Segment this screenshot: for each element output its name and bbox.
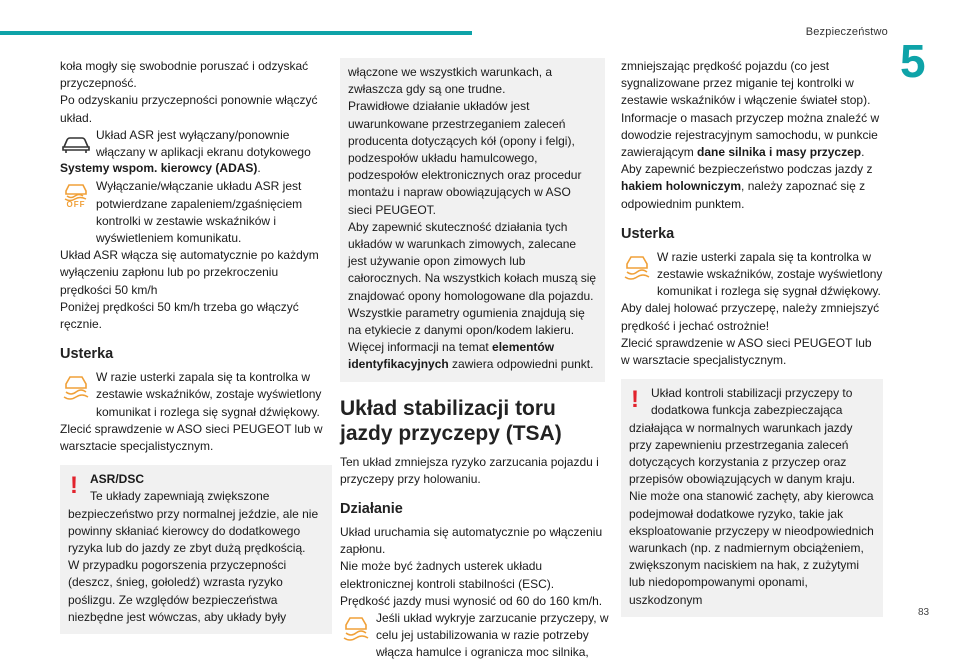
paragraph: Po odzyskaniu przyczepności ponownie włączyć układ. <box>60 93 318 125</box>
paragraph: Aby dalej holować przyczepę, należy zmniejszyć prędkość i jechać ostrożnie! <box>621 301 880 333</box>
paragraph: Prędkość jazdy musi wynosić od 60 do 160 km/h. <box>340 593 603 608</box>
warning-exclamation-icon: ! <box>70 472 78 500</box>
warning-exclamation-icon: ! <box>631 386 639 414</box>
chapter-number: 5 <box>900 35 926 87</box>
paragraph: Ten układ zmniejsza ryzyko zarzucania pojazdu i przyczepy przy holowaniu. <box>340 454 599 486</box>
continued-warning-box: włączone we wszystkich warunkach, a zwłaszcza gdy są one trudne. Prawidłowe działanie układów jest uwarunkowane przestrzeganiem zaleceń producenta dotyczących kół (opony i felgi), podzespołów układu hamulcowego, podzespołów elektronicznych oraz procedur montażu i napraw obowiązujących w ASO sieci PEUGEOT. Aby zapewnić skuteczność działania tych układów w warunkach zimowych, zalecane jest używanie opon zimowych lub całorocznych. Na wszystkich kołach muszą się znajdować opony homologowane dla pojazdu. Wszystkie parametry ogumienia znajdują się na etykiecie z danymi opon/kodem lakieru. Więcej informacji na temat elementów identyfikacyjnych zawiera odpowiedni punkt. <box>340 58 605 382</box>
paragraph: Zlecić sprawdzenie w ASO sieci PEUGEOT lub w warsztacie specjalistycznym. <box>621 335 872 368</box>
tsa-operation-note: Jeśli układ wykryje zarzucanie przyczepy, w celu jej ustabilizowania w razie potrzeby włącza hamulce i ogranicza moc silnika, <box>340 610 612 662</box>
page-number: 83 <box>918 607 930 618</box>
car-outline-icon <box>60 128 92 160</box>
column-1: koła mogły się swobodnie poruszać i odzyskać przyczepność. Po odzyskaniu przyczepności ponownie włączyć układ. Układ ASR jest wyłączany/ponownie włączany w aplikacji ekranu dotykowego Systemy wspom. kierowcy (ADAS). OFF Wyłączanie/włączanie układu ASR jest potwierdzane zapaleniem/zgaśnięciem kontrolki w zestawie wskaźników i wyświetleniem komunikatu. Układ ASR włącza się automatycznie po każdym wyłączeniu zapłonu lub po przekroczeniu prędkości 50 km/h Poniżej prędkości 50 km/h trzeba go włączyć ręcznie. Usterka W razie usterki zapala się ta kontrolka w zestawie wskaźników, zostaje wyświetlony komunikat i rozlega się sygnał dźwiękowy. Zlecić sprawdzenie w ASO sieci PEUGEOT lub w warsztacie specjalistycznym. ! ASR/DSC Te układy zapewniają zwiększone bezpieczeństwo przy normalnej jeździe, ale nie powinny skłaniać kierowcy do dodatkowego ryzyka lub do jazdy ze zbyt dużą prędkością. W przypadku pogorszenia przyczepności (deszcz, śnieg, gołoledź) wzrasta ryzyko poślizgu. Ze względów bezpieczeństwa niezbędne jest wówczas, aby układy były <box>60 58 332 634</box>
column-2 <box>340 58 612 662</box>
skid-warning-icon <box>60 370 92 402</box>
asr-off-warning-icon: OFF <box>60 179 92 211</box>
adas-menu-name: Systemy wspom. kierowcy (ADAS) <box>60 161 258 176</box>
fault-note: W razie usterki zapala się ta kontrolka w zestawie wskaźników, zostaje wyświetlony komunikat i rozlega się sygnał dźwiękowy. <box>60 369 332 421</box>
fault-heading: Usterka <box>621 225 675 242</box>
asr-touchscreen-note: Układ ASR jest wyłączany/ponownie włączany w aplikacji ekranu dotykowego <box>60 127 332 161</box>
asr-off-note: OFF Wyłączanie/włączanie układu ASR jest potwierdzane zapaleniem/zgaśnięciem kontrolki w zestawie wskaźników i wyświetleniem komunikatu. <box>60 178 332 247</box>
paragraph: zmniejszając prędkość pojazdu (co jest sygnalizowane przez miganie tej kontrolki w zestawie wskaźników i włączenie świateł stop). <box>621 59 871 108</box>
paragraph: Zlecić sprawdzenie w ASO sieci PEUGEOT lub w warsztacie specjalistycznym. <box>60 421 323 454</box>
skid-warning-icon <box>340 611 372 643</box>
paragraph: koła mogły się swobodnie poruszać i odzyskać przyczepność. <box>60 59 309 91</box>
column-3: zmniejszając prędkość pojazdu (co jest sygnalizowane przez miganie tej kontrolki w zestawie wskaźników i włączenie świateł stop). Informacje o masach przyczep można znaleźć w dowodzie rejestracyjnym samochodu, w punkcie zawierającym dane silnika i masy przyczep. Aby zapewnić bezpieczeństwo podczas jazdy z hakiem holowniczym, należy zapoznać się z odpowiednim punktem. Usterka W razie usterki zapala się ta kontrolka w zestawie wskaźników, zostaje wyświetlony komunikat i rozlega się sygnał dźwiękowy. Aby dalej holować przyczepę, należy zmniejszyć prędkość i jechać ostrożnie! Zlecić sprawdzenie w ASO sieci PEUGEOT lub w warsztacie specjalistycznym. ! Układ kontroli stabilizacji przyczepy to dodatkowa funkcja zabezpieczająca działająca w normalnych warunkach jazdy przy zapewnieniu przestrzegania zaleceń dotyczących korzystania z przyczep oraz przepisów obowiązujących w danym kraju. Nie może ona stanowić zachęty, aby kierowca podejmował dodatkowe ryzyko, takie jak eksploatowanie przyczepy w nieodpowiednich warunkach (np. z nadmiernym obciążeniem, zwiększonym naciskiem na hak, z zużytymi lub niedopompowanymi oponami, uszkodzonym <box>621 58 883 617</box>
identification-link-text: elementów identyfikacyjnych <box>348 340 555 372</box>
paragraph: Układ ASR włącza się automatycznie po każdym wyłączeniu zapłonu lub po przekroczeniu prędkości 50 km/h <box>60 248 319 297</box>
paragraph: Nie może być żadnych usterek układu elektronicznej kontroli stabilności (ESC). <box>340 559 555 591</box>
fault-heading: Usterka <box>60 346 114 363</box>
tsa-heading: Układ stabilizacji toru jazdy przyczepy (TSA) <box>340 396 562 445</box>
header-accent-bar <box>0 31 472 35</box>
section-title: Bezpieczeństwo <box>805 26 888 38</box>
paragraph: Układ uruchamia się automatycznie po włączeniu zapłonu. <box>340 525 603 557</box>
paragraph: Poniżej prędkości 50 km/h trzeba go włączyć ręcznie. <box>60 299 299 332</box>
tsa-warning-box: ! Układ kontroli stabilizacji przyczepy to dodatkowa funkcja zabezpieczająca działająca w normalnych warunkach jazdy przy zapewnieniu przestrzegania zaleceń dotyczących korzystania z przyczep oraz przepisów obowiązujących w danym kraju. Nie może ona stanowić zachęty, aby kierowca podejmował dodatkowe ryzyko, takie jak eksploatowanie przyczepy w nieodpowiednich warunkach (np. z nadmiernym obciążeniem, zwiększonym naciskiem na hak, z zużytymi lub niedopompowanymi oponami, uszkodzonym <box>621 379 883 617</box>
skid-warning-icon <box>621 250 653 282</box>
asr-dsc-warning-box: ! ASR/DSC Te układy zapewniają zwiększone bezpieczeństwo przy normalnej jeździe, ale nie powinny skłaniać kierowcy do dodatkowego ryzyka lub do jazdy ze zbyt dużą prędkością. W przypadku pogorszenia przyczepności (deszcz, śnieg, gołoledź) wzrasta ryzyko poślizgu. Ze względów bezpieczeństwa niezbędne jest wówczas, aby układy były <box>60 465 332 634</box>
operation-heading: Działanie <box>340 501 403 518</box>
fault-note: W razie usterki zapala się ta kontrolka w zestawie wskaźników, zostaje wyświetlony komunikat i rozlega się sygnał dźwiękowy. <box>621 249 883 301</box>
